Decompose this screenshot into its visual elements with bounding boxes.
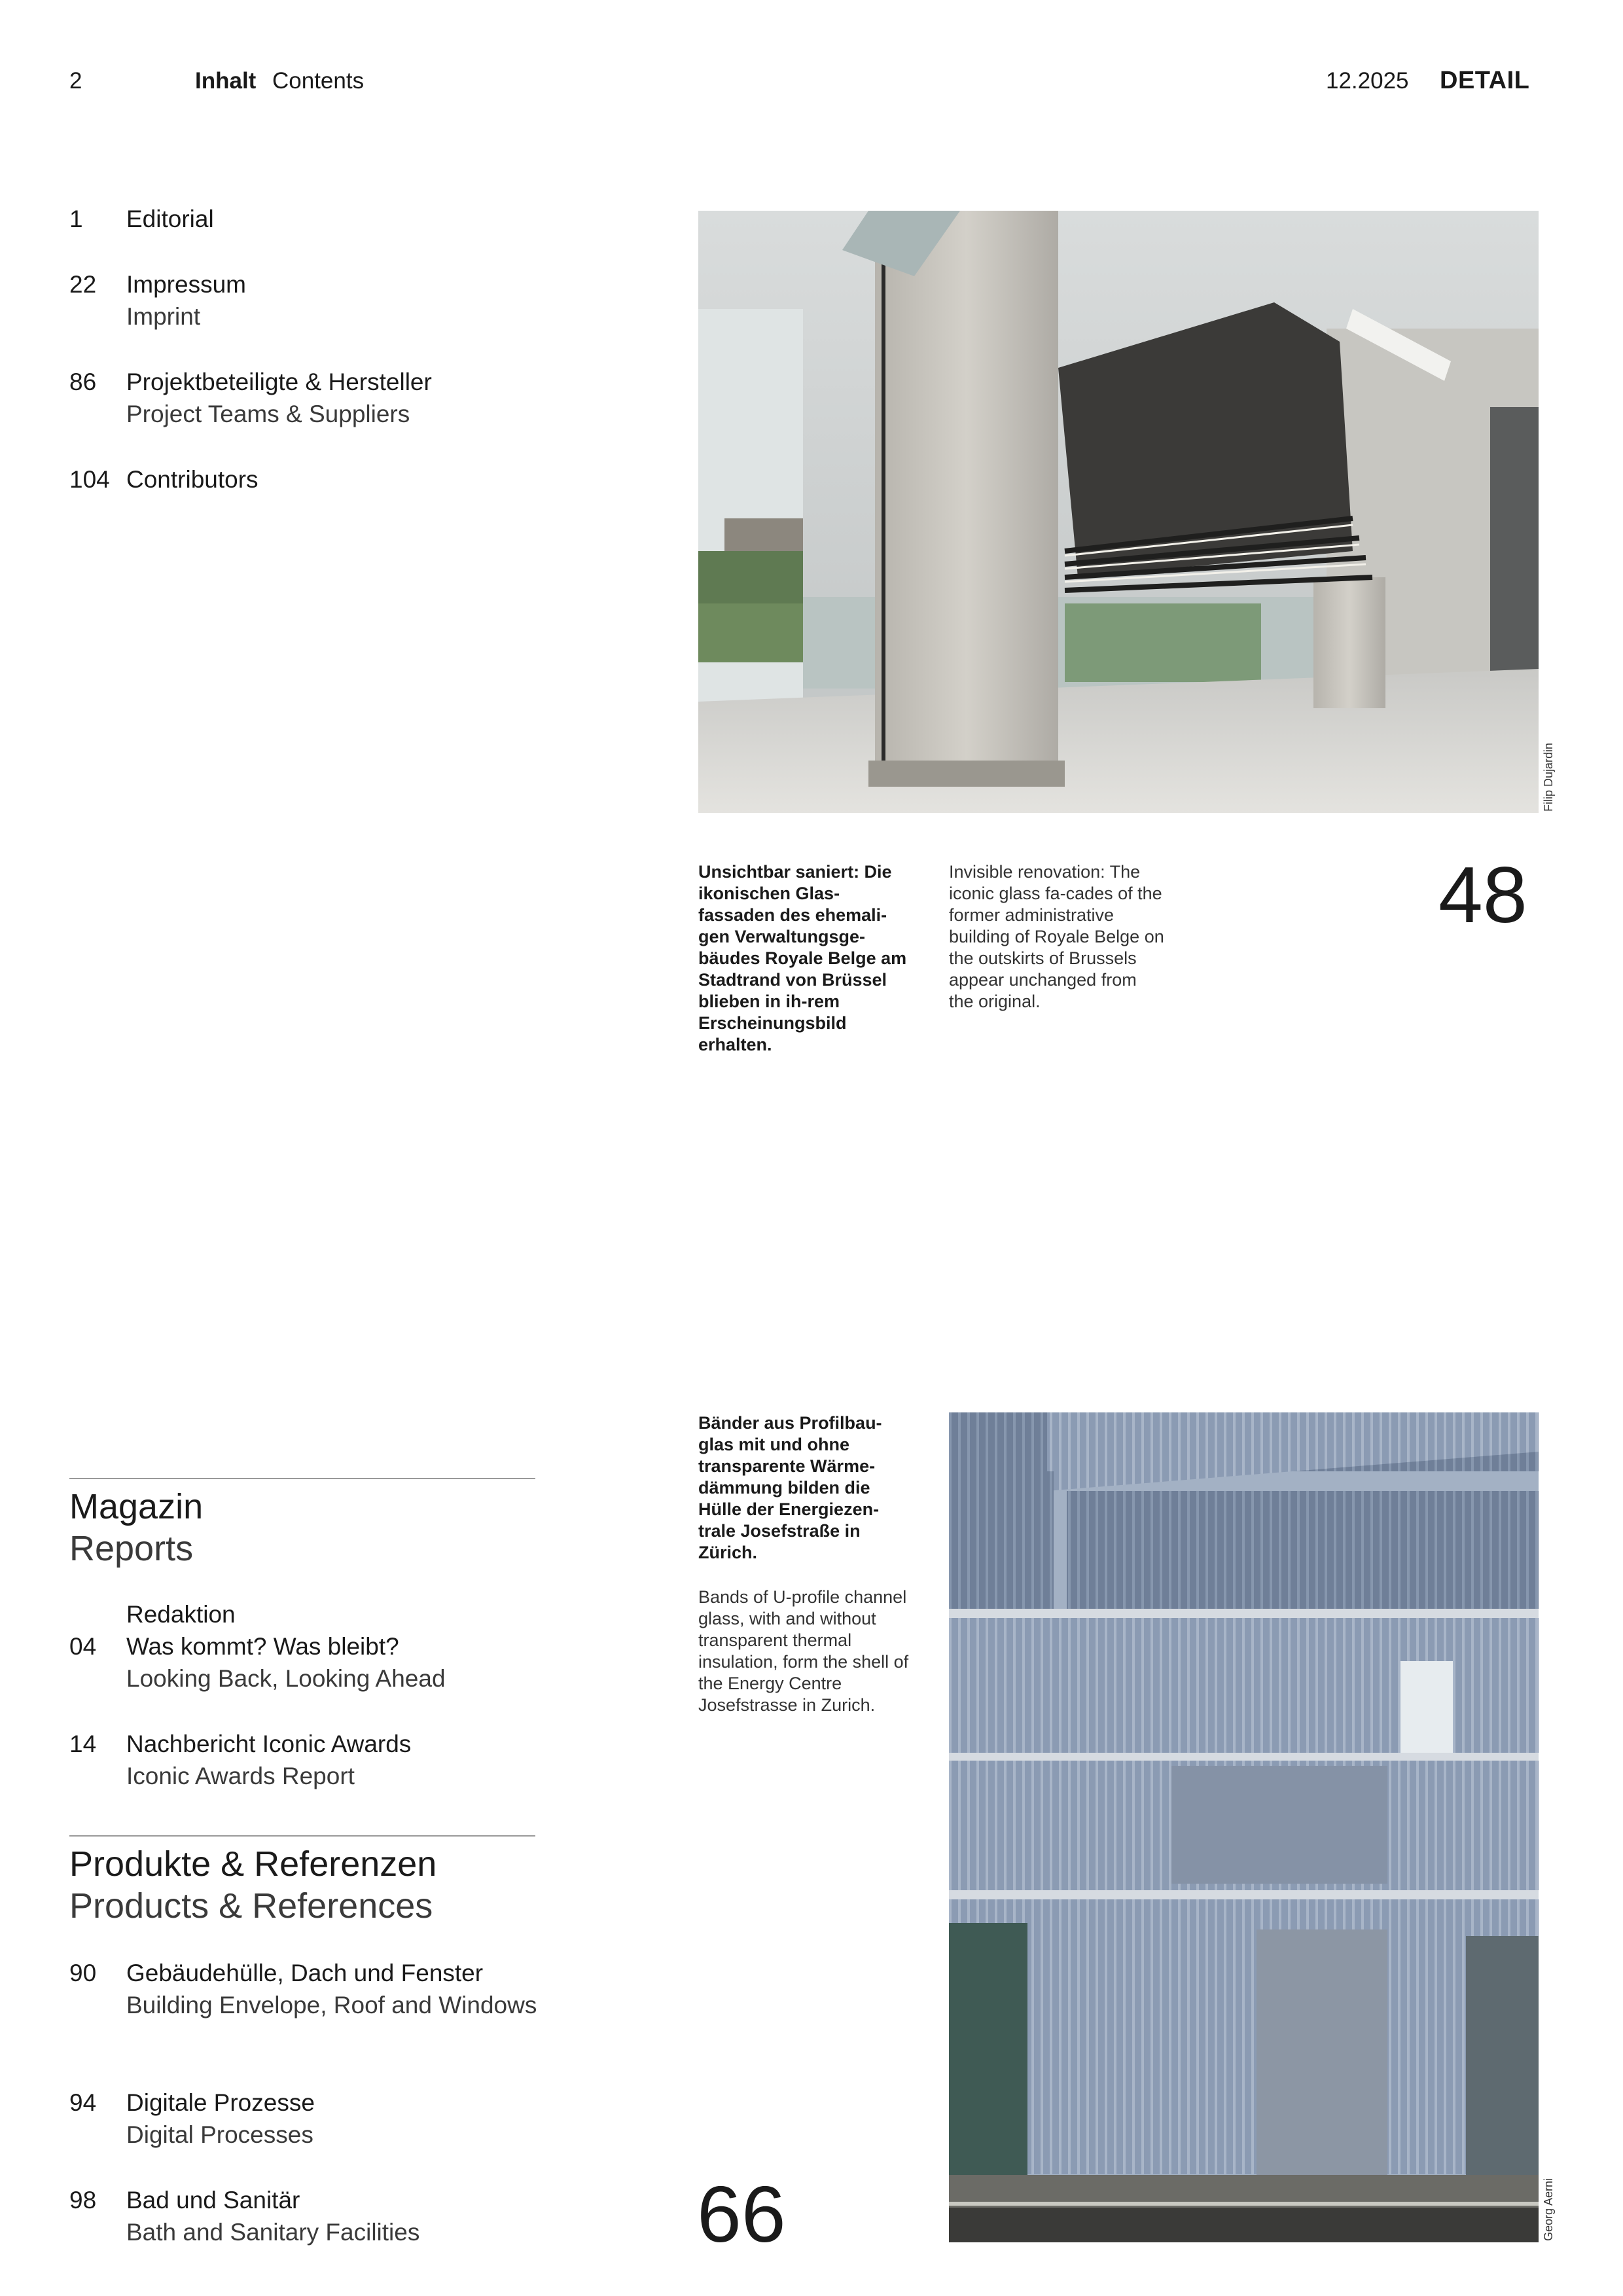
toc-title-de: Editorial [126, 206, 214, 232]
toc-title-de: Digitale Prozesse [126, 2089, 315, 2116]
section-heading-magazin [69, 1486, 203, 1570]
caption-en: Bands of U-profile channel glass, with and without transparent thermal insulation, form the shell of the Energy Centre Josefstrasse in Zurich. [698, 1587, 909, 1715]
brand-logo: DETAIL [1440, 67, 1530, 94]
section-heading-produkte [69, 1843, 437, 1927]
toc-page-number: 98 [69, 2187, 97, 2214]
caption-de: Bänder aus Profilbau-glas mit und ohne transparente Wärme-dämmung bilden die Hülle der Energiezen-trale Josefstraße in Zürich. [698, 1413, 882, 1562]
photo-credit: Filip Dujardin [1542, 742, 1555, 812]
feature-photo-energy-centre[interactable] [949, 1412, 1539, 2242]
toc-page-number: 86 [69, 368, 97, 395]
feature-page-number[interactable]: 48 [1438, 850, 1527, 939]
toc-title-de: Impressum [126, 271, 246, 298]
toc-title-en: Digital Processes [126, 2121, 313, 2148]
toc-title-en: Looking Back, Looking Ahead [126, 1665, 446, 1692]
section-heading-en: Products & References [69, 1886, 433, 1926]
section-heading-en: Reports [69, 1529, 194, 1568]
toc-title-en: Imprint [126, 303, 201, 330]
caption-en: Invisible renovation: The iconic glass fa-cades of the former administrative building of Royale Belge on the outskirts of Brussels appear unchanged from the original. [949, 862, 1164, 1011]
toc-title-de: Nachbericht Iconic Awards [126, 1731, 412, 1757]
toc-page-number: 94 [69, 2089, 97, 2116]
photo-credit: Georg Aerni [1542, 2178, 1555, 2241]
caption-de: Unsichtbar saniert: Die ikonischen Glas-fassaden des ehemali-gen Verwaltungsge-bäudes Royale Belge am Stadtrand von Brüssel blieben in ih-rem Erscheinungsbild erhalten. [698, 862, 907, 1054]
section-heading-de: Magazin [69, 1487, 204, 1526]
section-title-de: Inhalt [195, 68, 257, 94]
issue-date: 12.2025 [1326, 68, 1409, 94]
toc-title-en: Building Envelope, Roof and Windows [126, 1992, 537, 2018]
toc-title-en: Iconic Awards Report [126, 1763, 355, 1789]
section-heading-de: Produkte & Referenzen [69, 1844, 437, 1884]
section-divider [69, 1478, 535, 1479]
feature-page-number[interactable]: 66 [697, 2170, 786, 2259]
toc-title-en: Project Teams & Suppliers [126, 401, 410, 427]
toc-title-de: Bad und Sanitär [126, 2187, 300, 2214]
toc-title-de: Projektbeteiligte & Hersteller [126, 368, 432, 395]
toc-kicker: Redaktion [126, 1601, 236, 1628]
page-number: 2 [69, 68, 82, 94]
photo-illustration [698, 211, 1539, 813]
photo-illustration [949, 1412, 1539, 2242]
toc-page-number: 14 [69, 1731, 97, 1757]
toc-page-number: 22 [69, 271, 97, 298]
toc-page-number: 90 [69, 1960, 97, 1986]
section-title-en: Contents [272, 68, 365, 94]
toc-page-number: 1 [69, 206, 83, 232]
toc-title-de: Gebäudehülle, Dach und Fenster [126, 1960, 484, 1986]
toc-page-number: 04 [69, 1633, 97, 1660]
toc-page-number: 104 [69, 466, 110, 493]
toc-title-de: Was kommt? Was bleibt? [126, 1633, 399, 1660]
toc-title-en: Bath and Sanitary Facilities [126, 2219, 420, 2246]
toc-title-de: Contributors [126, 466, 259, 493]
feature-photo-royale-belge[interactable] [698, 211, 1539, 813]
section-divider [69, 1835, 535, 1837]
